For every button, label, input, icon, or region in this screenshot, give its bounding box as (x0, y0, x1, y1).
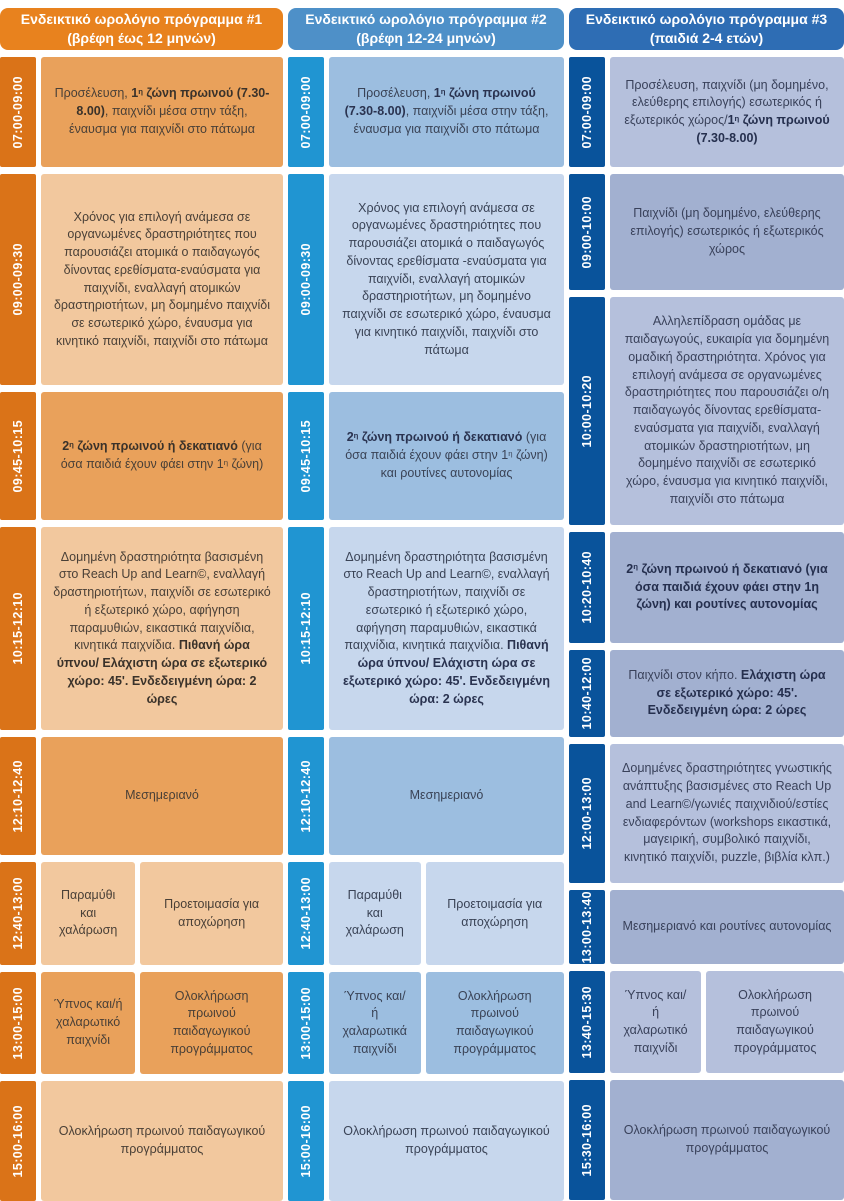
time-label: 13:00-15:00 (288, 972, 324, 1074)
column-header-2 (288, 8, 564, 50)
schedule-cell: Δομημένες δραστηριότητες γνωστικής ανάπτυξης βασισμένες στο Reach Up and Learn©/γωνιές παιχνιδιού/εστίες ενδιαφερόντων (workshops εικαστικά, μαγειρική, συμβολικό παιχνίδι, κινητικό παιχνίδι, puzzle, βιβλία κλπ.) (610, 744, 844, 883)
column-rows (288, 57, 564, 1201)
schedule-cell: Μεσημεριανό (41, 737, 283, 855)
schedule-row (0, 862, 283, 965)
schedule-cell: Ύπνος και/ή χαλαρωτικά παιχνίδι (329, 972, 421, 1074)
time-label: 09:00-10:00 (569, 174, 605, 290)
schedule-cell: Προετοιμασία για αποχώρηση (140, 862, 283, 965)
column-title: Ενδεικτικό ωρολόγιο πρόγραμμα #1 (20, 11, 263, 28)
schedule-cell: Προσέλευση, $1^\eta$ ζώνη πρωινού (7.30-8.00), παιχνίδι μέσα στην τάξη, έναυσμα για παιχνίδι στο πάτωμα (41, 57, 283, 167)
time-label: 12:00-13:00 (569, 744, 605, 883)
schedule-cell: Προσέλευση, παιχνίδι (μη δομημένο, ελεύθερης επιλογής) εσωτερικός ή εξωτερικός χώρος/$1^\eta$ ζώνη πρωινού (7.30-8.00) (610, 57, 844, 167)
schedule-cell: Ολοκλήρωση πρωινού παιδαγωγικού προγράμματος (610, 1080, 844, 1200)
schedule-cell: $2^\eta$ ζώνη πρωινού ή δεκατιανό (για όσα παιδιά έχουν φάει στην $1^\eta$ ζώνη) και ρουτίνες αυτονομίας (329, 392, 564, 520)
schedule-cell: Ολοκλήρωση πρωινού παιδαγωγικού προγράμματος (140, 972, 283, 1074)
schedule-row (288, 57, 564, 167)
schedule-column-2 (288, 8, 564, 1201)
schedule-cell: Ολοκλήρωση πρωινού παιδαγωγικού προγράμματος (329, 1081, 564, 1201)
time-label: 09:45-10:15 (0, 392, 36, 520)
time-label: 12:40-13:00 (288, 862, 324, 965)
time-label: 07:00-09:00 (288, 57, 324, 167)
time-label: 10:40-12:00 (569, 650, 605, 737)
row-cells (610, 532, 844, 643)
column-header-1 (0, 8, 283, 50)
row-cells (41, 1081, 283, 1201)
schedule-row (569, 57, 844, 167)
schedule-row (0, 174, 283, 385)
schedule-row (569, 174, 844, 290)
row-cells (41, 174, 283, 385)
time-label: 12:10-12:40 (288, 737, 324, 855)
row-cells (610, 57, 844, 167)
schedule-row (569, 650, 844, 737)
time-label: 09:00-09:30 (0, 174, 36, 385)
schedule-row (288, 527, 564, 730)
time-label: 10:15-12:10 (0, 527, 36, 730)
schedule-row (288, 862, 564, 965)
row-cells (329, 862, 564, 965)
schedule-cell: Αλληλεπίδραση ομάδας με παιδαγωγούς, ευκαιρία για δομημένη ομαδική δραστηριότητα. Χρόνος για επιλογή ανάμεσα σε οργανωμένες δραστηριότητες που παρουσιάζει ο/η παιδαγωγός δίνοντας ερεθίσματα-εναύσματα για παιχνίδι, εναλλαγή ατομικών δραστηριοτήτων, μη δομημένο παιχνίδι σε εσωτερικό χώρο, έναυσμα για κινητικό παιχνίδι, παιχνίδι στο πάτωμα (610, 297, 844, 525)
schedule-column-3 (569, 8, 844, 1201)
column-rows (569, 57, 844, 1200)
time-label: 10:20-10:40 (569, 532, 605, 643)
schedule-board (0, 8, 844, 1201)
schedule-cell: Ύπνος και/ή χαλαρωτικό παιχνίδι (41, 972, 135, 1074)
row-cells (41, 392, 283, 520)
schedule-cell: Χρόνος για επιλογή ανάμεσα σε οργανωμένες δραστηριότητες που παρουσιάζει ατομικά ο παιδαγωγός δίνοντας ερεθίσματα -εναύσματα για παιχνίδι, εναλλαγή ατομικών δραστηριοτήτων, μη δομημένο παιχνίδι σε εσωτερικό χώρο, έναυσμα για κινητικό παιχνίδι, παιχνίδι στο πάτωμα (329, 174, 564, 385)
row-cells (41, 862, 283, 965)
schedule-cell: Ολοκλήρωση πρωινού παιδαγωγικού προγράμματος (426, 972, 565, 1074)
schedule-row (288, 1081, 564, 1201)
row-cells (41, 527, 283, 730)
column-subtitle: (βρέφη έως 12 μηνών) (67, 30, 216, 46)
time-label: 15:00-16:00 (0, 1081, 36, 1201)
schedule-row (569, 532, 844, 643)
row-cells (329, 527, 564, 730)
time-label: 07:00-09:00 (569, 57, 605, 167)
schedule-row (569, 297, 844, 525)
schedule-cell: Παραμύθι και χαλάρωση (41, 862, 135, 965)
row-cells (329, 1081, 564, 1201)
row-cells (41, 737, 283, 855)
time-label: 12:40-13:00 (0, 862, 36, 965)
column-subtitle: (βρέφη 12-24 μηνών) (356, 30, 496, 46)
schedule-row (0, 737, 283, 855)
time-label: 13:40-15:30 (569, 971, 605, 1073)
schedule-cell: Παιχνίδι στον κήπο. Ελάχιστη ώρα σε εξωτερικό χώρο: 45'. Ενδεδειγμένη ώρα: 2 ώρες (610, 650, 844, 737)
time-label: 15:00-16:00 (288, 1081, 324, 1201)
row-cells (41, 972, 283, 1074)
time-label: 12:10-12:40 (0, 737, 36, 855)
schedule-row (0, 527, 283, 730)
schedule-cell: Παιχνίδι (μη δομημένο, ελεύθερης επιλογής) εσωτερικός ή εξωτερικός χώρος (610, 174, 844, 290)
schedule-row (288, 174, 564, 385)
time-label: 10:00-10:20 (569, 297, 605, 525)
schedule-cell: Μεσημεριανό και ρουτίνες αυτονομίας (610, 890, 844, 964)
column-header-3 (569, 8, 844, 50)
row-cells (610, 890, 844, 964)
column-title: Ενδεικτικό ωρολόγιο πρόγραμμα #2 (305, 11, 547, 28)
schedule-cell: Δομημένη δραστηριότητα βασισμένη στο Reach Up and Learn©, εναλλαγή δραστηριοτήτων, παιχνίδι σε εσωτερικό ή εξωτερικό χώρο, αφήγηση παραμυθιών, εικαστικά παιχνίδια, κινητικά παιχνίδια. Πιθανή ώρα ύπνου/ Ελάχιστη ώρα σε εξωτερικό χώρο: 45'. Ενδεδειγμένη ώρα: 2 ώρες (329, 527, 564, 730)
row-cells (329, 174, 564, 385)
row-cells (329, 737, 564, 855)
column-subtitle: (παιδιά 2-4 ετών) (649, 30, 764, 46)
row-cells (610, 297, 844, 525)
schedule-cell: $2^\eta$ ζώνη πρωινού ή δεκατιανό (για όσα παιδιά έχουν φάει στην $1^\eta$ ζώνη) (41, 392, 283, 520)
row-cells (329, 57, 564, 167)
column-rows (0, 57, 283, 1201)
time-label: 13:00-13:40 (569, 890, 605, 964)
time-label: 09:45-10:15 (288, 392, 324, 520)
row-cells (610, 174, 844, 290)
time-label: 15:30-16:00 (569, 1080, 605, 1200)
time-label: 10:15-12:10 (288, 527, 324, 730)
schedule-row (0, 57, 283, 167)
schedule-cell: $2^\eta$ ζώνη πρωινού ή δεκατιανό (για όσα παιδιά έχουν φάει στην 1η ζώνη) και ρουτίνες αυτονομίας (610, 532, 844, 643)
schedule-row (288, 392, 564, 520)
schedule-cell: Χρόνος για επιλογή ανάμεσα σε οργανωμένες δραστηριότητες που παρουσιάζει ατομικά ο παιδαγωγός δίνοντας ερεθίσματα-εναύσματα για παιχνίδι, εναλλαγή ατομικών δραστηριοτήτων, μη δομημένο παιχνίδι σε εσωτερικό χώρο, έναυσμα για κινητικό παιχνίδι, παιχνίδι στο πάτωμα (41, 174, 283, 385)
schedule-row (569, 744, 844, 883)
schedule-cell: Ολοκλήρωση πρωινού παιδαγωγικού προγράμματος (41, 1081, 283, 1201)
schedule-column-1 (0, 8, 283, 1201)
schedule-cell: Παραμύθι και χαλάρωση (329, 862, 421, 965)
schedule-row (569, 890, 844, 964)
schedule-row (569, 971, 844, 1073)
row-cells (41, 57, 283, 167)
schedule-row (288, 737, 564, 855)
time-label: 13:00-15:00 (0, 972, 36, 1074)
row-cells (610, 971, 844, 1073)
schedule-row (0, 972, 283, 1074)
schedule-row (0, 392, 283, 520)
row-cells (329, 972, 564, 1074)
row-cells (610, 744, 844, 883)
row-cells (329, 392, 564, 520)
schedule-cell: Δομημένη δραστηριότητα βασισμένη στο Reach Up and Learn©, εναλλαγή δραστηριοτήτων, παιχνίδι σε εσωτερικό ή εξωτερικό χώρο, αφήγηση παραμυθιών, εικαστικά παιχνίδια, κινητικά παιχνίδια. Πιθανή ώρα ύπνου/ Ελάχιστη ώρα σε εξωτερικό χώρο: 45'. Ενδεδειγμένη ώρα: 2 ώρες (41, 527, 283, 730)
schedule-cell: Προσέλευση, $1^\eta$ ζώνη πρωινού (7.30-8.00), παιχνίδι μέσα στην τάξη, έναυσμα για παιχνίδι στο πάτωμα (329, 57, 564, 167)
row-cells (610, 1080, 844, 1200)
schedule-row (569, 1080, 844, 1200)
column-title: Ενδεικτικό ωρολόγιο πρόγραμμα #3 (585, 11, 828, 28)
schedule-cell: Προετοιμασία για αποχώρηση (426, 862, 565, 965)
schedule-cell: Ολοκλήρωση πρωινού παιδαγωγικού προγράμματος (706, 971, 844, 1073)
schedule-row (288, 972, 564, 1074)
time-label: 07:00-09:00 (0, 57, 36, 167)
schedule-cell: Μεσημεριανό (329, 737, 564, 855)
time-label: 09:00-09:30 (288, 174, 324, 385)
row-cells (610, 650, 844, 737)
schedule-cell: Ύπνος και/ή χαλαρωτικό παιχνίδι (610, 971, 701, 1073)
schedule-row (0, 1081, 283, 1201)
